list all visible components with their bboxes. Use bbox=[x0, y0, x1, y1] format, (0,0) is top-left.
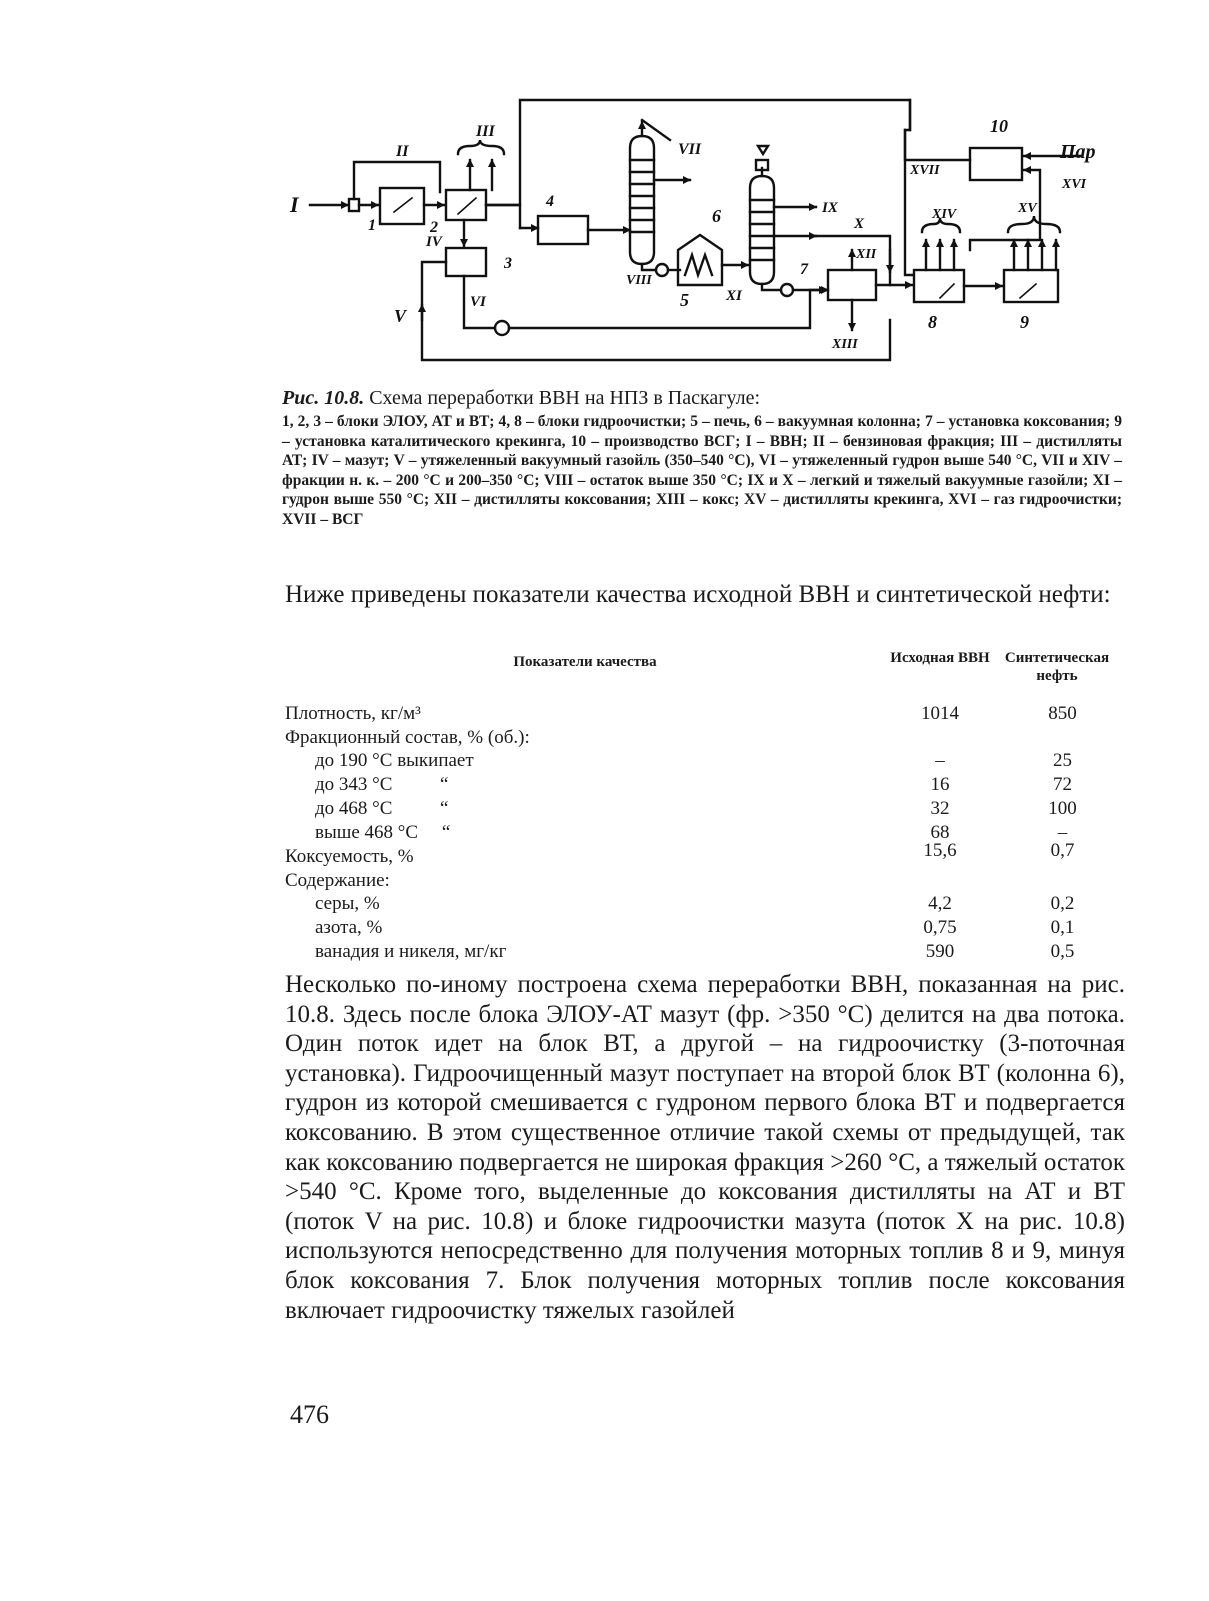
synthetic-oil-value: 25 bbox=[1053, 750, 1072, 771]
row-label: до 343 °С “ bbox=[315, 774, 449, 795]
synthetic-oil-value: 0,7 bbox=[1050, 840, 1075, 861]
label-VII: VII bbox=[678, 141, 702, 158]
row-label: выше 468 °С “ bbox=[315, 822, 451, 843]
label-2: 2 bbox=[430, 219, 438, 236]
synthetic-oil-value: 100 bbox=[1048, 798, 1077, 819]
label-5: 5 bbox=[680, 290, 689, 310]
label-IV: IV bbox=[426, 234, 442, 250]
label-III: III bbox=[476, 123, 495, 140]
intro-paragraph: Ниже приведены показатели качества исходной ВВН и синтетической нефти: bbox=[285, 581, 1111, 608]
label-VI: VI bbox=[470, 294, 486, 310]
row-label: серы, % bbox=[315, 893, 380, 914]
label-XIV: XIV bbox=[932, 207, 957, 222]
synthetic-oil-value: 0,2 bbox=[1050, 893, 1075, 914]
page-number: 476 bbox=[290, 1400, 329, 1429]
label-II: II bbox=[396, 143, 409, 160]
row-label: Содержание: bbox=[285, 870, 390, 891]
source-oil-value: 32 bbox=[930, 798, 950, 819]
label-7: 7 bbox=[800, 261, 808, 278]
label-I: I bbox=[290, 192, 299, 217]
label-IX: IX bbox=[822, 200, 838, 216]
source-oil-value: 68 bbox=[930, 822, 950, 843]
table-row bbox=[285, 798, 1115, 822]
source-oil-value: – bbox=[935, 750, 945, 771]
label-8: 8 bbox=[928, 312, 937, 332]
caption-title-line bbox=[282, 386, 1122, 410]
synthetic-oil-value: 72 bbox=[1053, 774, 1072, 795]
source-oil-value: 15,6 bbox=[923, 840, 957, 861]
label-XII: XII bbox=[856, 247, 877, 262]
label-1: 1 bbox=[368, 217, 376, 234]
table-row bbox=[285, 917, 1115, 941]
table-row bbox=[285, 822, 1115, 846]
row-label: ванадия и никеля, мг/кг bbox=[315, 941, 507, 962]
source-oil-value: 16 bbox=[930, 774, 950, 795]
row-label: до 190 °С выкипает bbox=[315, 750, 474, 771]
table-row bbox=[285, 893, 1115, 917]
table-row bbox=[285, 941, 1115, 965]
table-row bbox=[285, 727, 1115, 751]
synthetic-oil-value: – bbox=[1057, 822, 1068, 843]
figure-title: Схема переработки ВВН на НПЗ в Паскагуле: bbox=[369, 387, 761, 409]
label-XI: XI bbox=[726, 288, 742, 304]
label-XIII: XIII bbox=[832, 337, 858, 352]
label-XVI: XVI bbox=[1062, 177, 1087, 192]
label-VIII: VIII bbox=[626, 273, 652, 288]
process-flow-diagram bbox=[280, 90, 1130, 390]
synthetic-oil-value: 0,5 bbox=[1050, 941, 1075, 962]
label-10: 10 bbox=[990, 116, 1008, 136]
row-label: Коксуемость, % bbox=[285, 846, 414, 867]
label-XVII: XVII bbox=[910, 163, 940, 178]
label-4: 4 bbox=[546, 193, 554, 210]
source-oil-value: 590 bbox=[925, 941, 955, 962]
row-label: Плотность, кг/м³ bbox=[285, 703, 421, 724]
label-XV: XV bbox=[1018, 201, 1037, 216]
table-row bbox=[285, 703, 1115, 727]
source-oil-value: 0,75 bbox=[923, 917, 957, 938]
figure-caption bbox=[282, 386, 1122, 530]
header-source-oil: Исходная ВВН bbox=[890, 650, 990, 666]
body-paragraph: Несколько по-иному построена схема переработки ВВН, показанная на рис. 10.8. Здесь после блока ЭЛОУ-АТ мазут (фр. >350 °С) делится на два потока. Один поток идет на блок ВТ, а другой – на гидроочистку (3-поточная установка). Гидроочищенный мазут поступает на второй блок ВТ (колонна 6), гудрон из которой смешивается с гудроном первого блока ВТ и подвергается коксованию. В этом существенное отличие такой схемы от предыдущей, так как коксованию подвергается не широкая фракция >260 °С, а тяжелый остаток >540 °С. Кроме того, выделенные до коксования дистилляты на АТ и ВТ (поток V на рис. 10.8) и блоке гидроочистки мазута (поток X на рис. 10.8) используются непосредственно для получения моторных топлив 8 и 9, минуя блок коксования 7. Блок получения моторных топлив после коксования включает гидроочистку тяжелых газойлей bbox=[285, 971, 1125, 1324]
table-row bbox=[285, 774, 1115, 798]
label-9: 9 bbox=[1020, 312, 1029, 332]
label-6: 6 bbox=[712, 206, 721, 226]
header-param: Показатели качества bbox=[513, 654, 657, 670]
header-synthetic-oil: Синтетическая нефть bbox=[1004, 650, 1110, 684]
figure-legend: 1, 2, 3 – блоки ЭЛОУ, АТ и ВТ; 4, 8 – блоки гидроочистки; 5 – печь, 6 – вакуумная колонна; 7 – установка коксования; 9 – установка каталитического крекинга, 10 – производство ВСГ; I – ВВН; II – бензиновая фракция; III – дистилляты АТ; IV – мазут; V – утяжеленный вакуумный газойль (350–540 °С), VI – утяжеленный гудрон выше 540 °С, VII и XIV – фракции н. к. – 200 °С и 200–350 °С; VIII – остаток выше 350 °С; IX и X – легкий и тяжелый вакуумные газойли; XI – гудрон выше 550 °С; XII – дистилляты коксования; XIII – кокс; XV – дистилляты крекинга, XVI – газ гидроочистки; XVII – ВСГ bbox=[282, 413, 1122, 528]
source-oil-value: 4,2 bbox=[928, 893, 952, 914]
row-label: Фракционный состав, % (об.): bbox=[285, 727, 530, 748]
label-X: X bbox=[854, 216, 865, 232]
figure-number: Рис. 10.8. bbox=[282, 387, 365, 409]
table-row bbox=[285, 750, 1115, 774]
label-3: 3 bbox=[504, 255, 512, 272]
label-steam: Пар bbox=[1060, 141, 1096, 163]
source-oil-value: 1014 bbox=[921, 703, 959, 724]
table-row bbox=[285, 840, 1115, 870]
table-row bbox=[285, 870, 1115, 894]
synthetic-oil-value: 850 bbox=[1048, 703, 1077, 724]
synthetic-oil-value: 0,1 bbox=[1050, 917, 1075, 938]
row-label: до 468 °С “ bbox=[315, 798, 449, 819]
row-label: азота, % bbox=[315, 917, 383, 938]
label-V: V bbox=[394, 306, 407, 326]
